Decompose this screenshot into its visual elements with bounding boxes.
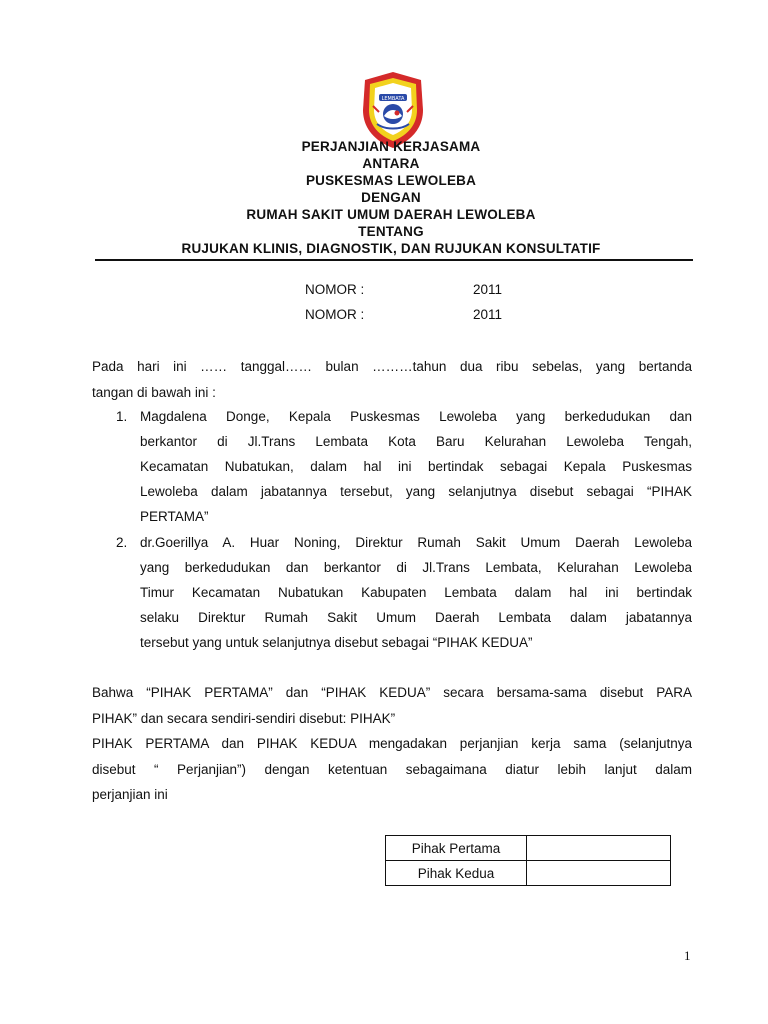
intro-paragraph (92, 354, 692, 405)
table-row (386, 836, 671, 861)
document-title (90, 138, 692, 257)
nomor-label: NOMOR : (305, 307, 365, 322)
title-line: PERJANJIAN KERJASAMA (301, 139, 481, 154)
paragraph-line: PERTAMA” (140, 509, 209, 524)
list-body (140, 404, 692, 529)
paragraph-line: Bahwa “PIHAK PERTAMA” dan “PIHAK KEDUA” secara bersama-sama disebut PARA (92, 685, 692, 700)
paragraph-line: Kecamatan Nubatukan, dalam hal ini bertindak sebagai Kepala Puskesmas (140, 459, 692, 474)
paragraph-line: Lewoleba dalam jabatannya tersebut, yang selanjutnya disebut sebagai “PIHAK (140, 484, 692, 499)
paragraph-line: dr.Goerillya A. Huar Noning, Direktur Rumah Sakit Umum Daerah Lewoleba (140, 535, 692, 550)
paragraph-line: Pada hari ini …… tanggal…… bulan ………tahun dua ribu sebelas, yang bertanda (92, 359, 692, 374)
title-line: RUJUKAN KLINIS, DIAGNOSTIK, DAN RUJUKAN KONSULTATIF (181, 241, 601, 256)
logo-banner-text: LEMBATA (381, 96, 405, 102)
title-line: TENTANG (358, 224, 424, 239)
paragraph-line: yang berkedudukan dan berkantor di Jl.Trans Lembata, Kelurahan Lewoleba (140, 560, 692, 575)
closing-paragraph (92, 680, 692, 808)
signature-value-cell (527, 861, 671, 886)
list-body (140, 530, 692, 655)
signature-value-cell (527, 836, 671, 861)
paragraph-line: PIHAK PERTAMA dan PIHAK KEDUA mengadakan perjanjian kerja sama (selanjutnya (92, 736, 692, 751)
list-number: 1. (116, 409, 128, 424)
nomor-value: 2011 (473, 282, 503, 297)
paragraph-line: disebut “ Perjanjian”) dengan ketentuan sebagaimana diatur lebih lanjut dalam (92, 761, 692, 777)
list-number: 2. (116, 535, 128, 550)
page-number: 1 (684, 948, 691, 963)
signature-table (385, 835, 671, 886)
paragraph-line: Magdalena Donge, Kepala Puskesmas Lewoleba yang berkedudukan dan (140, 409, 692, 424)
paragraph-line: perjanjian ini (92, 787, 168, 802)
paragraph-line: berkantor di Jl.Trans Lembata Kota Baru Kelurahan Lewoleba Tengah, (140, 434, 692, 449)
paragraph-line: Timur Kecamatan Nubatukan Kabupaten Lembata dalam hal ini bertindak (140, 585, 692, 600)
title-line: DENGAN (361, 190, 421, 205)
signature-label-cell: Pihak Kedua (386, 861, 527, 886)
nomor-label: NOMOR : (305, 282, 365, 297)
nomor-value: 2011 (473, 307, 503, 322)
paragraph-line: selaku Direktur Rumah Sakit Umum Daerah Lembata dalam jabatannya (140, 610, 692, 625)
title-line: PUSKESMAS LEWOLEBA (305, 173, 477, 188)
title-line: ANTARA (362, 156, 420, 171)
signature-label-cell: Pihak Pertama (386, 836, 527, 861)
table-row (386, 861, 671, 886)
paragraph-line: tangan di bawah ini : (92, 384, 216, 400)
paragraph-line: PIHAK” dan secara sendiri-sendiri disebut: PIHAK” (92, 710, 396, 726)
title-line: RUMAH SAKIT UMUM DAERAH LEWOLEBA (246, 207, 536, 222)
paragraph-line: tersebut yang untuk selanjutnya disebut sebagai “PIHAK KEDUA” (140, 635, 533, 650)
title-divider (95, 259, 693, 261)
